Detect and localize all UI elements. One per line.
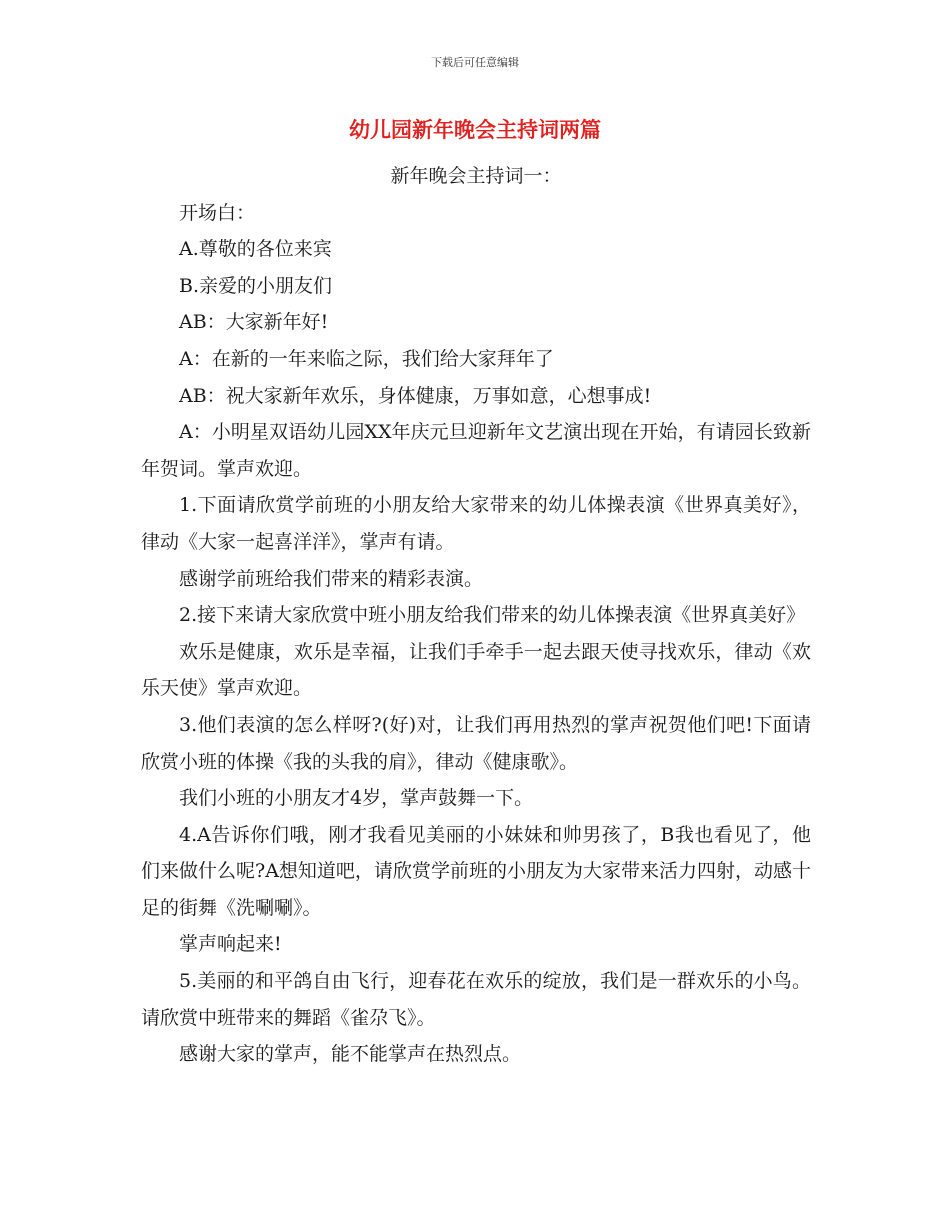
paragraph: 1.下面请欣赏学前班的小朋友给大家带来的幼儿体操表演《世界真美好》，律动《大家一起喜洋洋》，掌声有请。 — [141, 494, 811, 553]
paragraph: 我们小班的小朋友才4岁，掌声鼓舞一下。 — [179, 787, 534, 810]
section-subtitle: 新年晚会主持词一： — [390, 165, 562, 187]
paragraph: AB：祝大家新年欢乐，身体健康，万事如意，心想事成! — [179, 384, 652, 407]
paragraph: A：在新的一年来临之际，我们给大家拜年了 — [179, 347, 554, 370]
paragraph: 5.美丽的和平鸽自由飞行，迎春花在欢乐的绽放，我们是一群欢乐的小鸟。请欣赏中班带来的舞蹈《雀尕飞》。 — [141, 970, 811, 1029]
paragraph: 2.接下来请大家欣赏中班小朋友给我们带来的幼儿体操表演《世界真美好》 — [179, 604, 806, 627]
document-title: 幼儿园新年晚会主持词两篇 — [349, 118, 601, 142]
paragraph: 4.A告诉你们哦，刚才我看见美丽的小妹妹和帅男孩了，B我也看见了，他们来做什么呢?A想知道吧，请欣赏学前班的小朋友为大家带来活力四射，动感十足的街舞《洗唰唰》。 — [141, 823, 811, 919]
paragraph: 开场白： — [179, 201, 256, 224]
header-note: 下载后可任意编辑 — [431, 56, 519, 69]
paragraph: AB：大家新年好! — [179, 311, 329, 334]
paragraph: B.亲爱的小朋友们 — [179, 274, 333, 297]
paragraph: 欢乐是健康，欢乐是幸福，让我们手牵手一起去跟天使寻找欢乐，律动《欢乐天使》掌声欢迎。 — [141, 640, 811, 700]
paragraph: A.尊敬的各位来宾 — [179, 238, 332, 261]
paragraph: A：小明星双语幼儿园XX年庆元旦迎新年文艺演出现在开始，有请园长致新年贺词。掌声欢迎。 — [141, 421, 811, 480]
paragraph: 感谢大家的掌声，能不能掌声在热烈点。 — [179, 1043, 522, 1066]
paragraph: 感谢学前班给我们带来的精彩表演。 — [179, 567, 484, 590]
paragraph: 3.他们表演的怎么样呀?(好)对，让我们再用热烈的掌声祝贺他们吧!下面请欣赏小班的体操《我的头我的肩》，律动《健康歌》。 — [141, 713, 811, 773]
document-body — [141, 158, 811, 1073]
paragraph: 掌声响起来! — [179, 933, 282, 956]
